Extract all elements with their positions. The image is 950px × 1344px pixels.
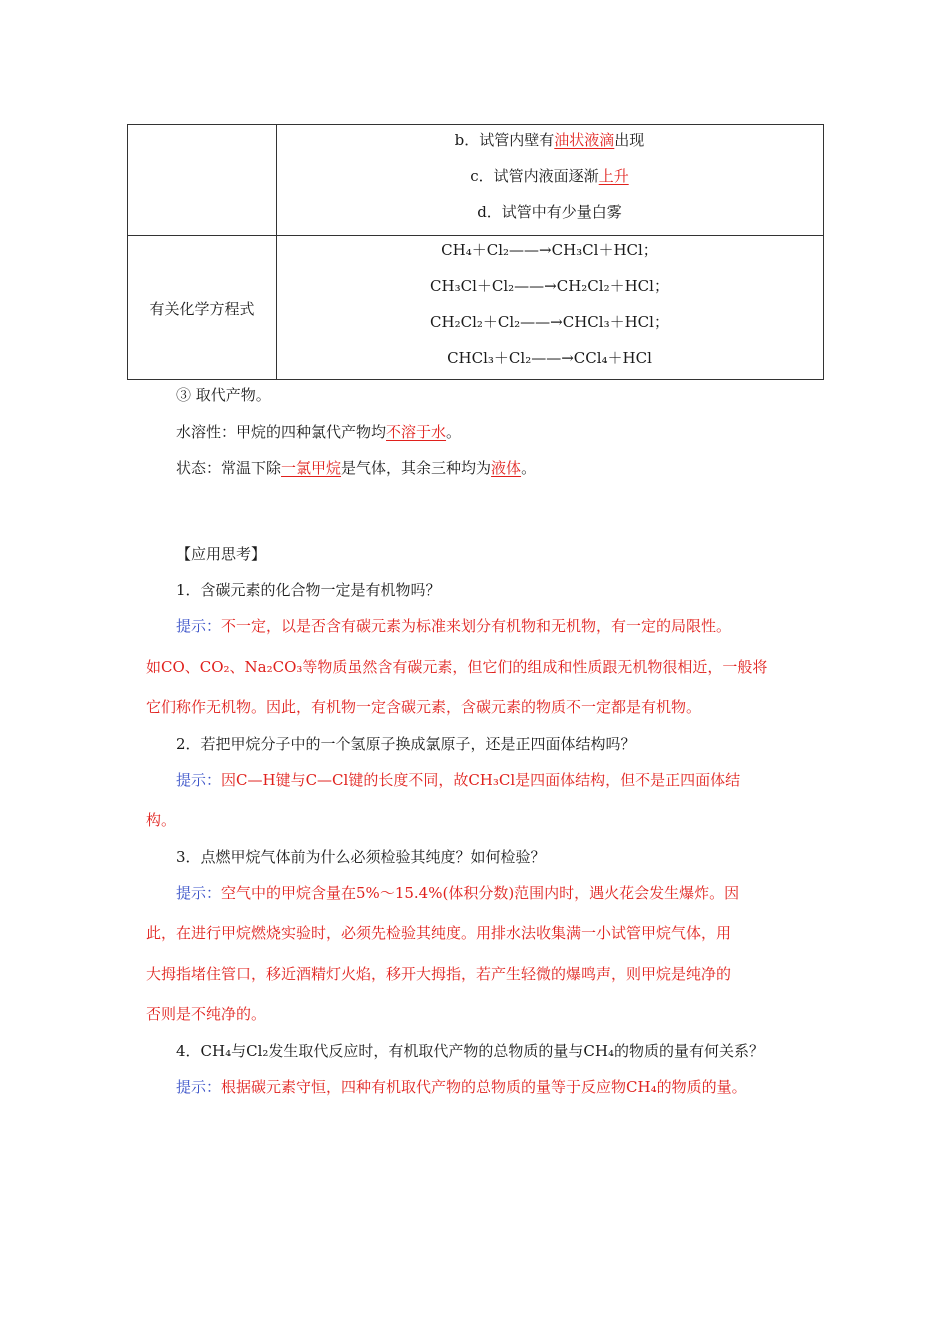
solubility-line: 水溶性：甲烷的四种氯代产物均不溶于水。 (176, 423, 462, 441)
answer-2-line-2: 构。 (146, 811, 177, 829)
hint-label: 提示： (176, 617, 222, 635)
equation-2: CH₃Cl＋Cl₂——→CH₂Cl₂＋HCl； (430, 277, 669, 295)
answer-1-line-1: 提示：不一定，以是否含有碳元素为标准来划分有机物和无机物，有一定的局限性。 (176, 617, 732, 635)
equations-label: 有关化学方程式 (149, 299, 255, 318)
equation-4: CHCl₃＋Cl₂——→CCl₄＋HCl (447, 349, 652, 367)
equation-3: CH₂Cl₂＋Cl₂——→CHCl₃＋HCl； (430, 313, 669, 331)
insoluble-answer: 不溶于水 (386, 423, 447, 441)
observation-b: b．试管内壁有油状液滴出现 (454, 131, 645, 149)
answer-4-line-1: 提示：根据碳元素守恒，四种有机取代产物的总物质的量等于反应物CH₄的物质的量。 (176, 1078, 747, 1096)
equation-1: CH₄＋Cl₂——→CH₃Cl＋HCl； (441, 241, 658, 259)
answer-3-line-2: 此，在进行甲烷燃烧实验时，必须先检验其纯度。用排水法收集满一小试管甲烷气体，用 (146, 924, 732, 942)
observation-c: c．试管内液面逐渐上升 (470, 167, 629, 185)
answer-2-line-1: 提示：因C—H键与C—Cl键的长度不同，故CH₃Cl是四面体结构，但不是正四面体结 (176, 771, 741, 789)
state-line: 状态：常温下除一氯甲烷是气体，其余三种均为液体。 (176, 459, 537, 477)
hint-label: 提示： (176, 1078, 222, 1096)
answer-3-line-3: 大拇指堵住管口，移近酒精灯火焰，移开大拇指，若产生轻微的爆鸣声，则甲烷是纯净的 (146, 965, 732, 983)
answer-1-line-2: 如CO、CO₂、Na₂CO₃等物质虽然含有碳元素，但它们的组成和性质跟无机物很相近，一般将 (146, 658, 768, 676)
experiment-table (127, 124, 824, 380)
answer-3-line-1: 提示：空气中的甲烷含量在5%～15.4%(体积分数)范围内时，遇火花会发生爆炸。因 (176, 884, 740, 902)
question-4: 4．CH₄与Cl₂发生取代反应时，有机取代产物的总物质的量与CH₄的物质的量有何关系？ (176, 1042, 764, 1060)
hint-label: 提示： (176, 771, 222, 789)
observation-d: d．试管中有少量白雾 (477, 203, 622, 221)
answer-3-line-4: 否则是不纯净的。 (146, 1005, 267, 1023)
hint-label: 提示： (176, 884, 222, 902)
question-1: 1．含碳元素的化合物一定是有机物吗？ (176, 581, 441, 599)
question-3: 3．点燃甲烷气体前为什么必须检验其纯度？如何检验？ (176, 848, 546, 866)
section-title: 【应用思考】 (176, 545, 267, 563)
chloromethane-answer: 一氯甲烷 (281, 459, 342, 477)
oily-droplets-answer: 油状液滴 (554, 131, 615, 149)
products-heading: ③ 取代产物。 (176, 386, 271, 404)
rise-answer: 上升 (598, 167, 629, 185)
question-2: 2．若把甲烷分子中的一个氢原子换成氯原子，还是正四面体结构吗？ (176, 735, 636, 753)
answer-1-line-3: 它们称作无机物。因此，有机物一定含碳元素，含碳元素的物质不一定都是有机物。 (146, 698, 702, 716)
liquid-answer: 液体 (491, 459, 522, 477)
